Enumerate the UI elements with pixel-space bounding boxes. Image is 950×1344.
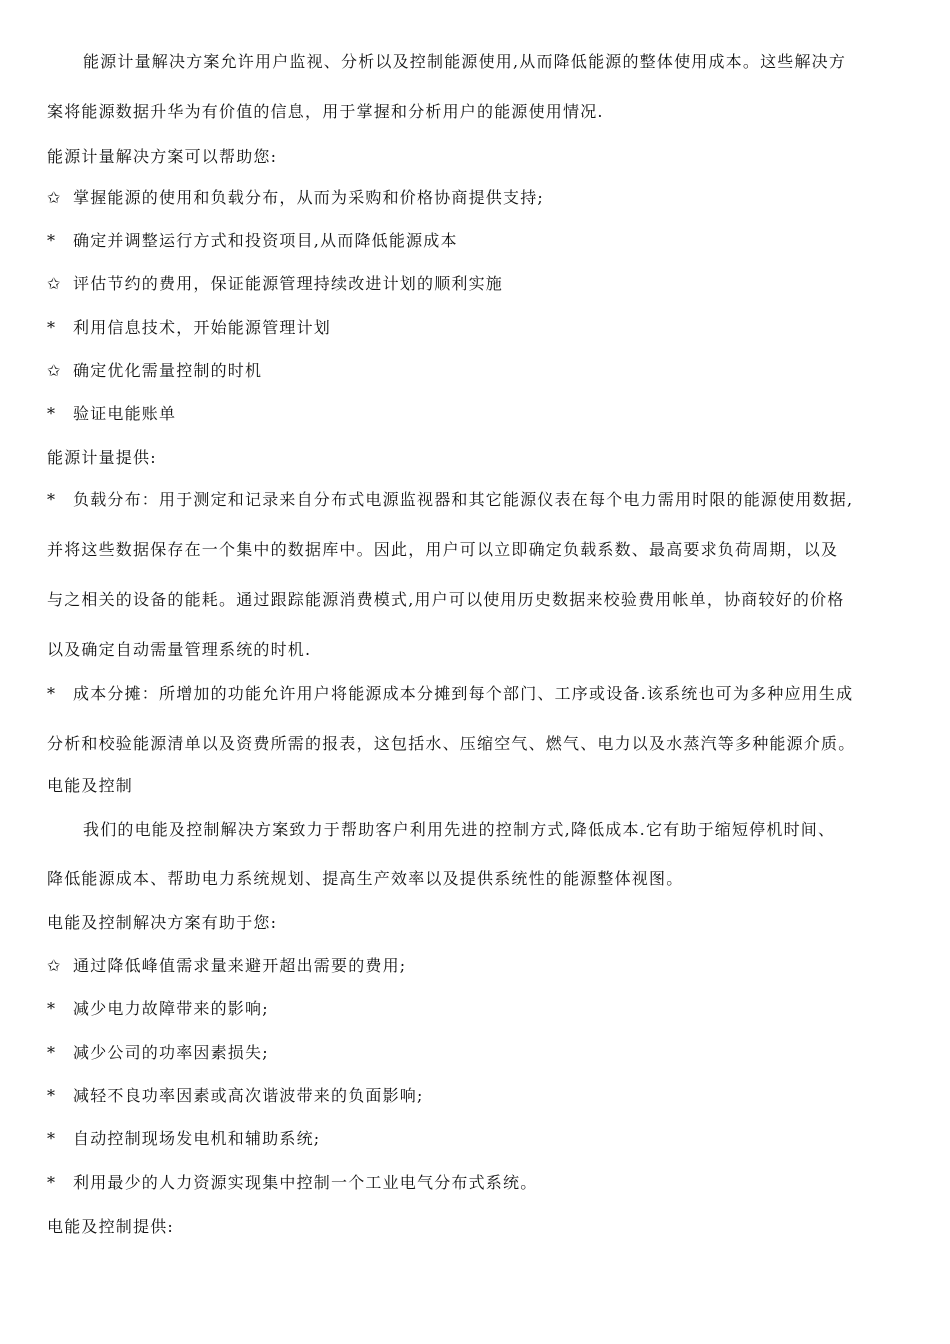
asterisk-bullet-icon: * (47, 318, 57, 337)
list-item-text: 减少电力故障带来的影响; (73, 999, 269, 1018)
section-heading-power-control: 电能及控制 (47, 776, 134, 795)
list-item (47, 684, 910, 704)
paragraph-power-line-1: 我们的电能及控制解决方案致力于帮助客户利用先进的控制方式,降低成本.它有助于缩短停机时间、 (83, 820, 836, 839)
asterisk-bullet-icon: * (47, 490, 57, 509)
asterisk-bullet-icon: * (47, 684, 57, 703)
list-item (47, 318, 910, 338)
list-item-text: 成本分摊：所增加的功能允许用户将能源成本分摊到每个部门、工序或设备.该系统也可为多种应用生成 (73, 684, 854, 703)
list-item-text: 确定并调整运行方式和投资项目,从而降低能源成本 (73, 231, 458, 250)
list-item (47, 999, 910, 1019)
asterisk-bullet-icon: * (47, 1173, 57, 1192)
list-item-text: 利用最少的人力资源实现集中控制一个工业电气分布式系统。 (73, 1173, 538, 1192)
list-item (47, 1173, 910, 1193)
list-item-text: 评估节约的费用，保证能源管理持续改进计划的顺利实施 (73, 274, 504, 293)
star-bullet-icon: ✩ (47, 188, 62, 207)
list-item-text: 负载分布：用于测定和记录来自分布式电源监视器和其它能源仪表在每个电力需用时限的能源使用数据, (73, 490, 854, 509)
list-item-text: 验证电能账单 (73, 404, 177, 423)
list-item (47, 274, 910, 294)
list-item-text: 减轻不良功率因素或高次谐波带来的负面影响; (73, 1086, 424, 1105)
list-item (47, 361, 910, 381)
list-item (47, 490, 910, 510)
list-item (47, 956, 910, 976)
paragraph-line: 分析和校验能源清单以及资费所需的报表，这包括水、压缩空气、燃气、电力以及水蒸汽等多种能源介质。 (47, 734, 856, 753)
list-item-text: 确定优化需量控制的时机 (73, 361, 263, 380)
section-heading-metering-help: 能源计量解决方案可以帮助您: (47, 147, 278, 166)
list-item-text: 自动控制现场发电机和辅助系统; (73, 1129, 321, 1148)
paragraph-intro-line-2: 案将能源数据升华为有价值的信息，用于掌握和分析用户的能源使用情况. (47, 102, 604, 121)
star-bullet-icon: ✩ (47, 274, 62, 293)
star-bullet-icon: ✩ (47, 361, 62, 380)
list-item (47, 1129, 910, 1149)
list-item-text: 利用信息技术，开始能源管理计划 (73, 318, 332, 337)
asterisk-bullet-icon: * (47, 1086, 57, 1105)
paragraph-power-line-2: 降低能源成本、帮助电力系统规划、提高生产效率以及提供系统性的能源整体视图。 (47, 869, 684, 888)
paragraph-intro-line-1: 能源计量解决方案允许用户监视、分析以及控制能源使用,从而降低能源的整体使用成本。这些解决方 (83, 52, 847, 71)
paragraph-line: 与之相关的设备的能耗。通过跟踪能源消费模式,用户可以使用历史数据来校验费用帐单，协商较好的价格 (47, 590, 845, 609)
list-item-text: 掌握能源的使用和负载分布，从而为采购和价格协商提供支持; (73, 188, 544, 207)
list-item (47, 1043, 910, 1063)
asterisk-bullet-icon: * (47, 999, 57, 1018)
list-item-text: 减少公司的功率因素损失; (73, 1043, 269, 1062)
section-heading-power-offers: 电能及控制提供: (47, 1217, 174, 1236)
list-item (47, 1086, 910, 1106)
asterisk-bullet-icon: * (47, 404, 57, 423)
paragraph-line: 并将这些数据保存在一个集中的数据库中。因此，用户可以立即确定负载系数、最高要求负荷周期，以及 (47, 540, 839, 559)
asterisk-bullet-icon: * (47, 231, 57, 250)
asterisk-bullet-icon: * (47, 1043, 57, 1062)
list-item (47, 404, 910, 424)
section-heading-power-help: 电能及控制解决方案有助于您: (47, 913, 278, 932)
list-item-text: 通过降低峰值需求量来避开超出需要的费用; (73, 956, 407, 975)
list-item (47, 231, 910, 251)
section-heading-metering-offers: 能源计量提供: (47, 448, 157, 467)
paragraph-line: 以及确定自动需量管理系统的时机. (47, 640, 312, 659)
asterisk-bullet-icon: * (47, 1129, 57, 1148)
star-bullet-icon: ✩ (47, 956, 62, 975)
list-item (47, 188, 910, 208)
